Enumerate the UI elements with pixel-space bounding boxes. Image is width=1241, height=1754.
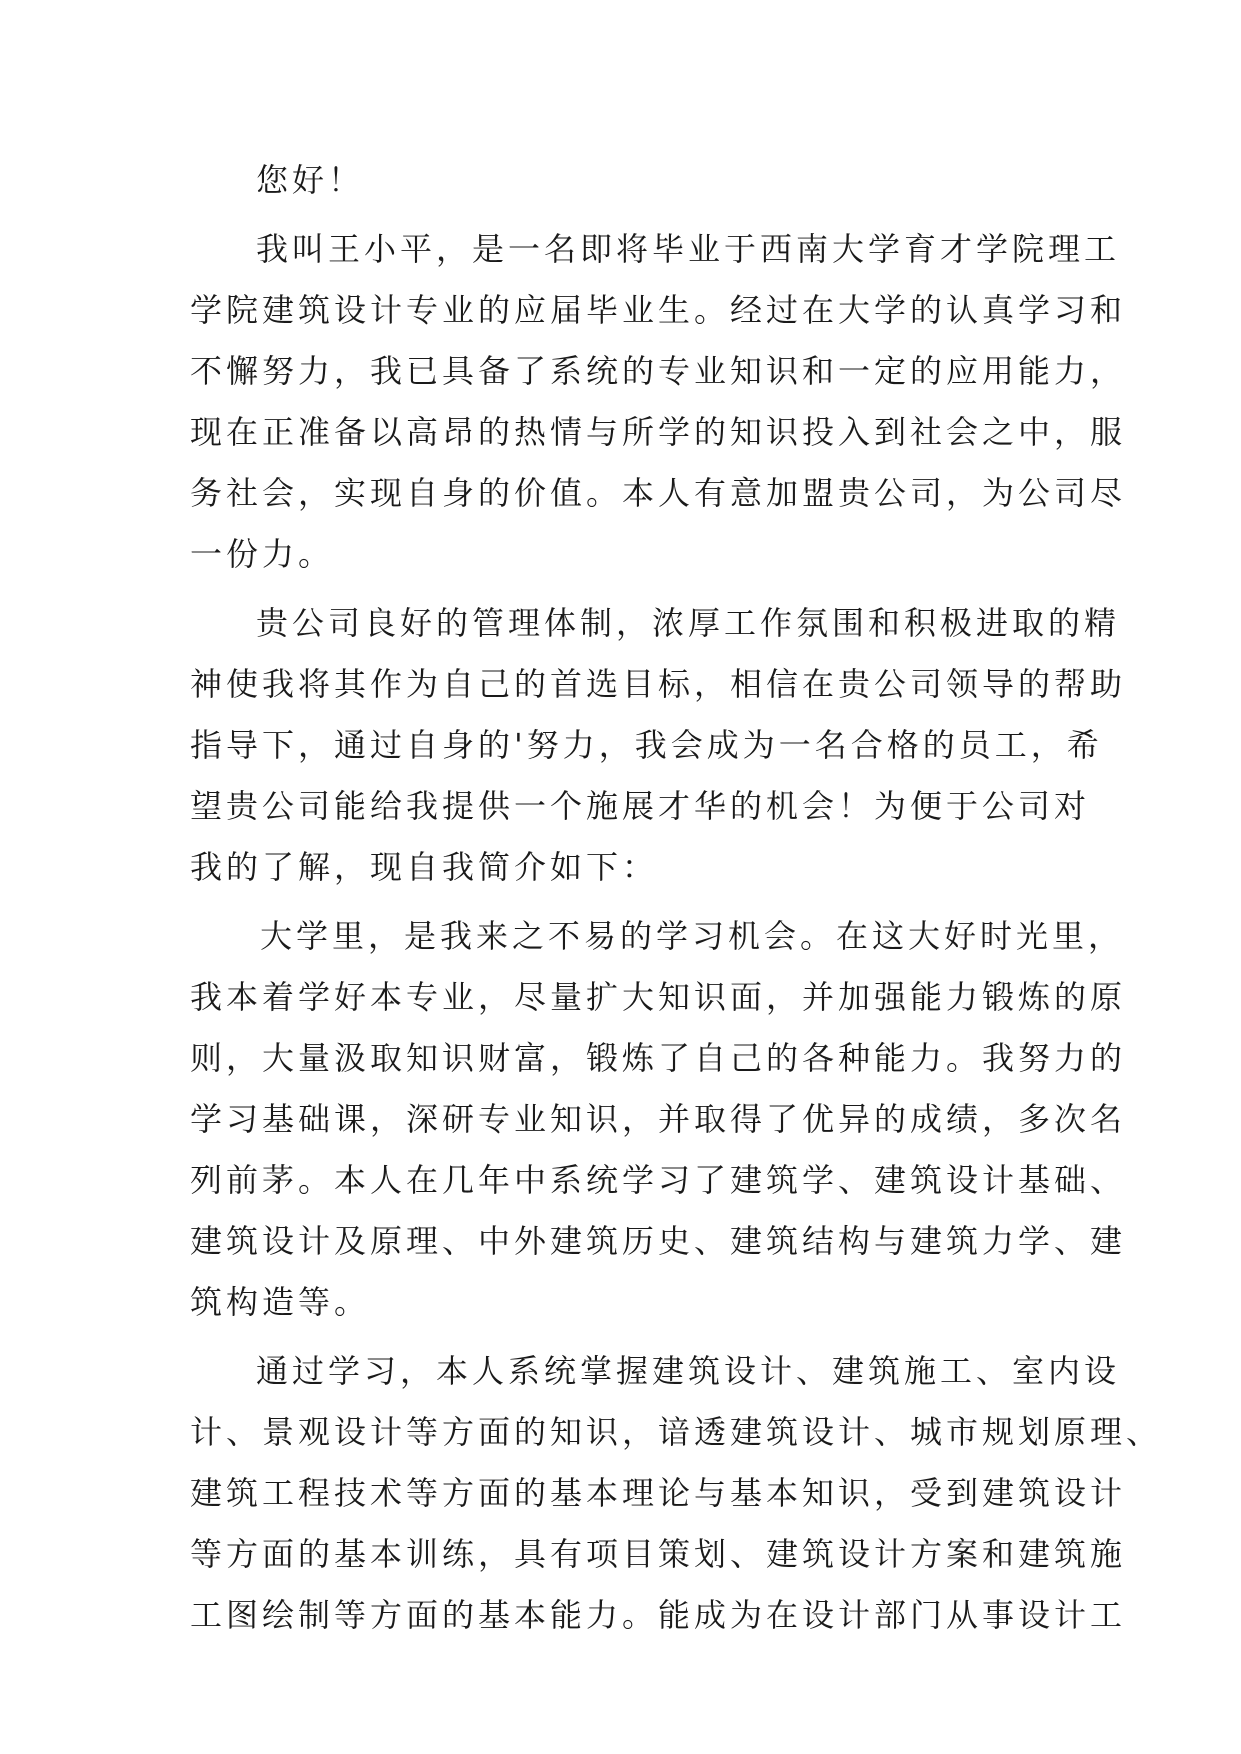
paragraph-line: 贵公司良好的管理体制，浓厚工作氛围和积极进取的精 [256,604,1121,642]
paragraph-line: 我本着学好本专业，尽量扩大知识面，并加强能力锻炼的原 [190,978,1127,1016]
paragraph-line: 学习基础课，深研专业知识，并取得了优异的成绩，多次名 [190,1100,1127,1138]
paragraph-line: 工图绘制等方面的基本能力。能成为在设计部门从事设计工 [190,1596,1127,1634]
paragraph-line: 一份力。 [190,535,335,573]
paragraph-line: 不懈努力，我已具备了系统的专业知识和一定的应用能力， [190,352,1127,390]
paragraph-line: 通过学习，本人系统掌握建筑设计、建筑施工、室内设 [256,1352,1121,1390]
paragraph-line: 务社会，实现自身的价值。本人有意加盟贵公司，为公司尽 [190,474,1127,512]
paragraph-line: 学院建筑设计专业的应届毕业生。经过在大学的认真学习和 [190,291,1127,329]
letter-body [190,150,1163,1646]
paragraph-line: 则，大量汲取知识财富，锻炼了自己的各种能力。我努力的 [190,1039,1127,1077]
paragraph-line: 指导下，通过自身的'努力，我会成为一名合格的员工，希 [190,726,1103,764]
paragraph-line: 我叫王小平，是一名即将毕业于西南大学育才学院理工 [256,230,1121,268]
paragraph-line: 筑构造等。 [190,1283,371,1321]
paragraph-gap [190,1333,1060,1341]
paragraph-line: 等方面的基本训练，具有项目策划、建筑设计方案和建筑施 [190,1535,1127,1573]
paragraph-introduction [190,219,1127,585]
paragraph-line: 大学里，是我来之不易的学习机会。在这大好时光里， [260,917,1125,955]
paragraph-skills [190,1341,1163,1646]
paragraph-line: 望贵公司能给我提供一个施展才华的机会！为便于公司对 [190,787,1091,825]
paragraph-gap [190,898,1060,906]
paragraph-line: 神使我将其作为自己的首选目标，相信在贵公司领导的帮助 [190,665,1127,703]
paragraph-line: 计、景观设计等方面的知识，谙透建筑设计、城市规划原理、 [190,1413,1163,1451]
paragraph-line: 现在正准备以高昂的热情与所学的知识投入到社会之中，服 [190,413,1127,451]
paragraph-gap [190,211,1060,219]
paragraph-line: 列前茅。本人在几年中系统学习了建筑学、建筑设计基础、 [190,1161,1127,1199]
paragraph-university-study [190,906,1127,1333]
greeting: 您好！ [256,161,365,199]
paragraph-gap [190,585,1060,593]
paragraph-line: 建筑工程技术等方面的基本理论与基本知识，受到建筑设计 [190,1474,1127,1512]
paragraph-line: 建筑设计及原理、中外建筑历史、建筑结构与建筑力学、建 [190,1222,1127,1260]
paragraph-line: 我的了解，现自我简介如下： [190,848,659,886]
paragraph-company-reasons [190,593,1127,898]
